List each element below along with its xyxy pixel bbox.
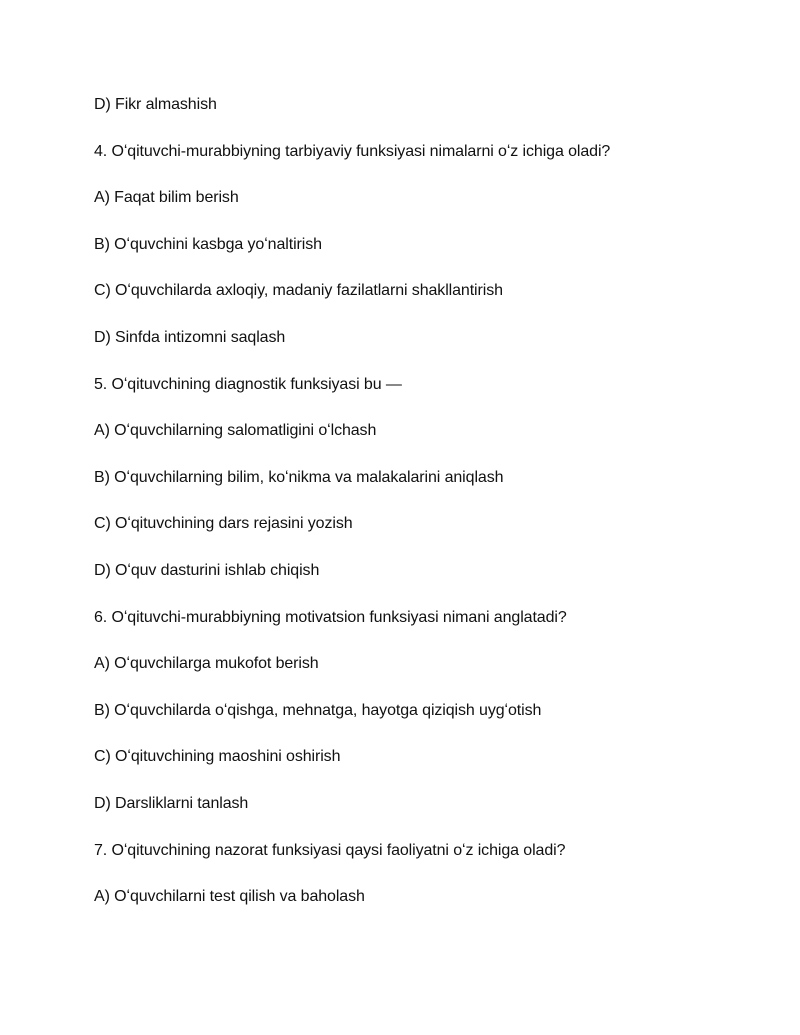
- answer-option: D) Darsliklarni tanlash: [94, 794, 249, 812]
- answer-option: D) Oʻquv dasturini ishlab chiqish: [94, 561, 320, 579]
- answer-option: B) Oʻquvchilarning bilim, koʻnikma va malakalarini aniqlash: [94, 468, 504, 486]
- question-text: 6. Oʻqituvchi-murabbiyning motivatsion funksiyasi nimani anglatadi?: [94, 608, 567, 626]
- answer-option: C) Oʻquvchilarda axloqiy, madaniy fazilatlarni shakllantirish: [94, 282, 503, 300]
- answer-option: A) Oʻquvchilarga mukofot berish: [94, 655, 319, 673]
- answer-option: D) Fikr almashish: [94, 96, 217, 113]
- question-text: 5. Oʻqituvchining diagnostik funksiyasi bu —: [94, 375, 402, 393]
- answer-option: B) Oʻquvchini kasbga yoʻnaltirish: [94, 235, 322, 253]
- answer-option: A) Oʻquvchilarning salomatligini oʻlchash: [94, 422, 377, 440]
- answer-option: C) Oʻqituvchining maoshini oshirish: [94, 748, 341, 766]
- answer-option: A) Faqat bilim berish: [94, 189, 239, 207]
- question-list: [94, 93, 774, 932]
- answer-option: B) Oʻquvchilarda oʻqishga, mehnatga, hayotga qiziqish uygʻotish: [94, 701, 542, 719]
- answer-option: D) Sinfda intizomni saqlash: [94, 328, 286, 346]
- answer-option: A) Oʻquvchilarni test qilish va baholash: [94, 888, 365, 906]
- question-text: 4. Oʻqituvchi-murabbiyning tarbiyaviy funksiyasi nimalarni oʻz ichiga oladi?: [94, 142, 611, 160]
- question-text: 7. Oʻqituvchining nazorat funksiyasi qaysi faoliyatni oʻz ichiga oladi?: [94, 841, 566, 859]
- answer-option: C) Oʻqituvchining dars rejasini yozish: [94, 515, 353, 533]
